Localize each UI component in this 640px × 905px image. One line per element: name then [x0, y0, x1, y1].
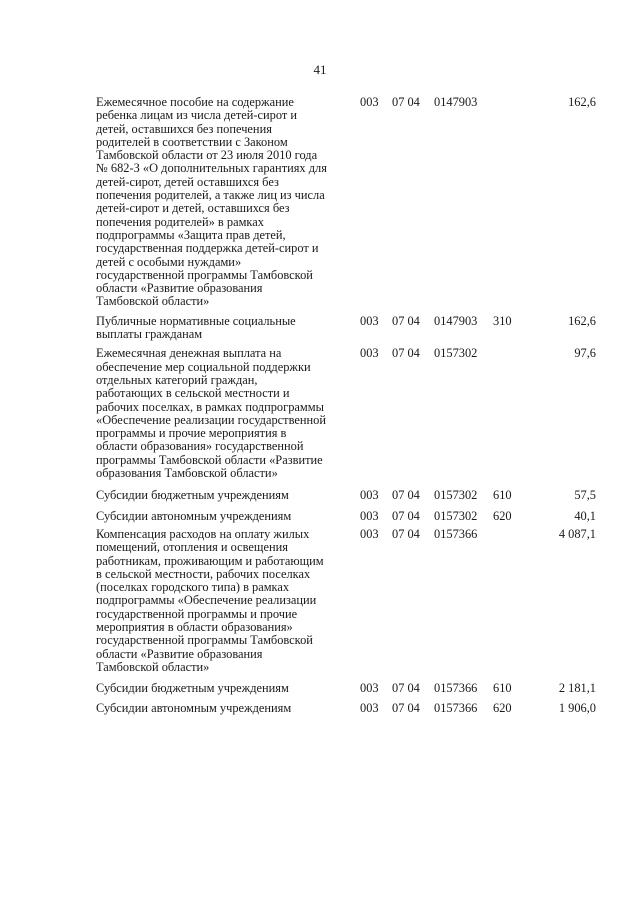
target-code: 0157366: [434, 526, 478, 541]
amount: 4 087,1: [558, 526, 596, 541]
target-code: 0157366: [434, 701, 478, 716]
table-row: [96, 315, 606, 342]
budget-table: [96, 96, 606, 716]
table-row: [96, 510, 606, 523]
amount: 1 906,0: [558, 701, 596, 716]
row-name: Субсидии бюджетным учреждениям: [96, 681, 289, 696]
dept-code: 003: [360, 95, 379, 109]
section-code: 07 04: [392, 526, 420, 541]
row-name: Ежемесячное пособие на содержание ребенка лицам из числа детей-сирот и детей, оставшихся без попечения родителей в соответствии с Законом Тамбовской области от 23 июля 2010 года № 682-З «О дополнительных гарантиях для детей-сирот, детей оставшихся без попечения родителей, а также лиц из числа детей-сирот и детей, оставшихся без попечения родителей» в рамках подпрограммы «Защита прав детей, государственная поддержка детей-сирот и детей с особыми нуждами» государственной программы Тамбовской области «Развитие образования Тамбовской области»: [96, 95, 327, 309]
amount: 162,6: [568, 95, 596, 109]
table-row: [96, 682, 606, 695]
dept-code: 003: [360, 508, 379, 523]
table-row: [96, 347, 606, 480]
table-row: [96, 702, 606, 715]
row-name: Субсидии автономным учреждениям: [96, 701, 292, 716]
amount: 97,6: [574, 346, 596, 361]
row-name: Компенсация расходов на оплату жилых помещений, отопления и освещения работникам, проживающим и работающим в сельской местности, рабочих поселках (поселках городского типа) в рамках подпрограммы «Обеспечение реализации государственной программы и прочие мероприятия в области образования» государственной программы Тамбовской области «Развитие образования Тамбовской области»: [96, 526, 324, 674]
section-code: 07 04: [392, 313, 420, 328]
section-code: 07 04: [392, 488, 420, 503]
section-code: 07 04: [392, 346, 420, 361]
section-code: 07 04: [392, 701, 420, 716]
section-code: 07 04: [392, 95, 420, 109]
row-name: Субсидии бюджетным учреждениям: [96, 488, 289, 503]
table-row: [96, 528, 606, 674]
expense-type-code: 620: [493, 508, 512, 523]
amount: 40,1: [574, 508, 596, 523]
expense-type-code: 310: [493, 313, 512, 328]
target-code: 0147903: [434, 313, 478, 328]
expense-type-code: 610: [493, 488, 512, 503]
amount: 2 181,1: [558, 681, 596, 696]
dept-code: 003: [360, 313, 379, 328]
table-row: [96, 96, 606, 309]
section-code: 07 04: [392, 681, 420, 696]
row-name: Ежемесячная денежная выплата на обеспечение мер социальной поддержки отдельных категорий граждан, работающих в сельской местности и рабочих поселках, в рамках подпрограммы «Обеспечение реализации государственной программы и прочие мероприятия в области образования» государственной программы Тамбовской области «Развитие образования Тамбовской области»: [96, 346, 326, 481]
section-code: 07 04: [392, 508, 420, 523]
amount: 57,5: [574, 488, 596, 503]
dept-code: 003: [360, 346, 379, 361]
row-name: Субсидии автономным учреждениям: [96, 508, 292, 523]
target-code: 0157302: [434, 346, 478, 361]
target-code: 0157302: [434, 508, 478, 523]
expense-type-code: 620: [493, 701, 512, 716]
expense-type-code: 610: [493, 681, 512, 696]
amount: 162,6: [568, 313, 596, 328]
dept-code: 003: [360, 681, 379, 696]
dept-code: 003: [360, 526, 379, 541]
target-code: 0157366: [434, 681, 478, 696]
table-row: [96, 489, 606, 502]
row-name: Публичные нормативные социальные выплаты гражданам: [96, 313, 296, 342]
page-number: 41: [313, 62, 327, 77]
target-code: 0157302: [434, 488, 478, 503]
dept-code: 003: [360, 701, 379, 716]
target-code: 0147903: [434, 95, 478, 109]
dept-code: 003: [360, 488, 379, 503]
